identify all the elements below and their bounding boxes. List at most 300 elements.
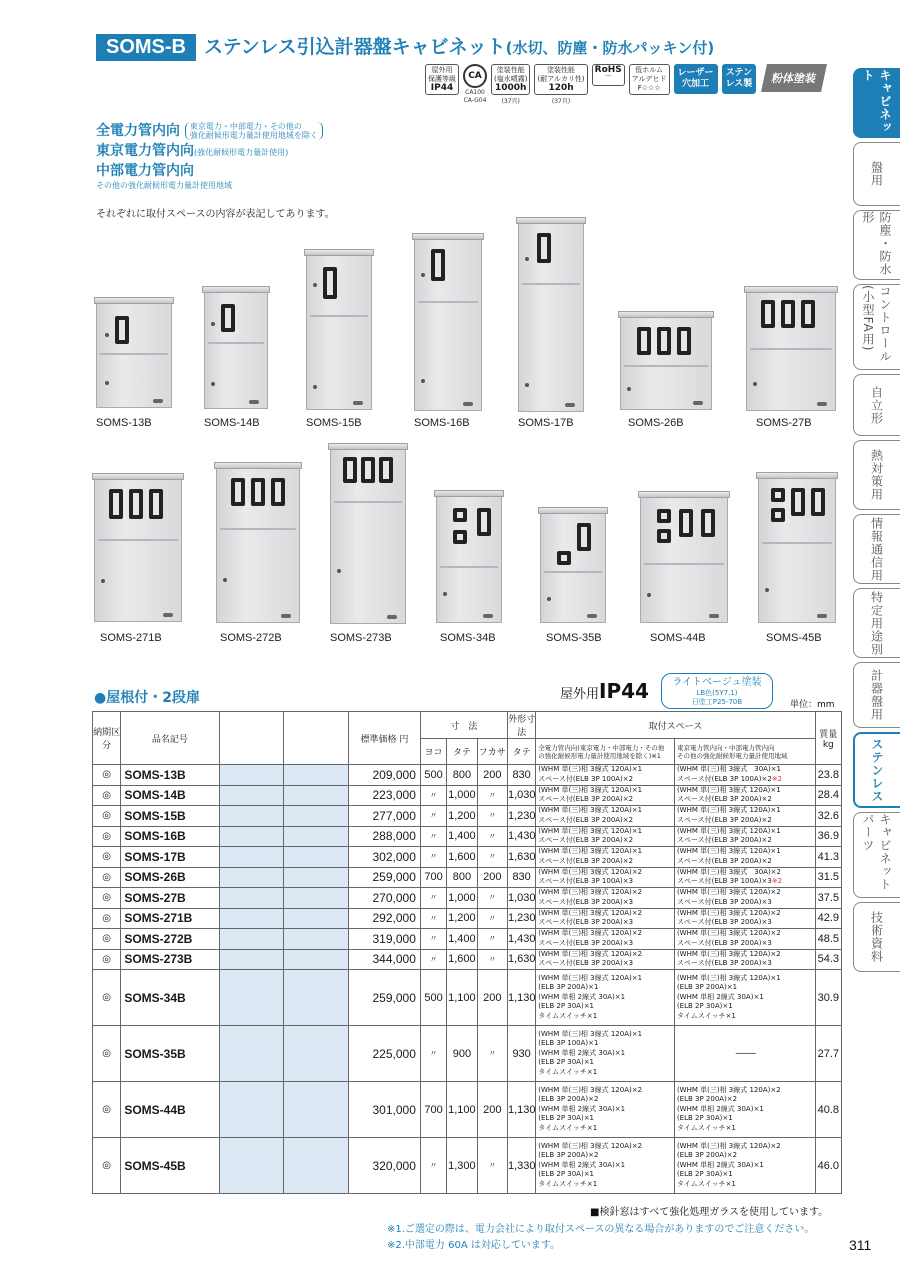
width-cell: 700 (420, 1082, 446, 1138)
space-line: スペース付(ELB 3P 100A)×3 (538, 877, 634, 886)
product-label: SOMS-45B (766, 632, 822, 644)
outer-height-cell: 830 (507, 867, 535, 888)
height-cell: 1,100 (447, 970, 477, 1026)
tab-cabinet-label: キャビネット (861, 69, 892, 134)
space-line: (WHM 単(三)相 3線式 120A)×1 (538, 973, 643, 982)
tab-parts-label: キャビネットパーツ (861, 813, 892, 891)
footnote-2: ※2.中部電力 60A は対応しています。 (387, 1240, 561, 1251)
outer-height-cell: 1,130 (507, 1082, 535, 1138)
spec-table (92, 711, 842, 1194)
delivery-mark: ◎ (93, 1026, 121, 1082)
mass-cell: 36.9 (815, 826, 841, 847)
product-label: SOMS-272B (220, 632, 282, 644)
price-cell: 288,000 (349, 826, 421, 847)
space-line: (WHM 単(三)相 3線式 120A)×1 (676, 973, 781, 982)
space-all-cell (536, 970, 675, 1026)
th-oh: タテ (507, 739, 535, 765)
space-line-wrap (677, 877, 815, 887)
space-line: スペース付(ELB 3P 200A)×3 (538, 897, 634, 906)
height-cell: 1,400 (447, 826, 477, 847)
product-code: SOMS-44B (121, 1082, 219, 1138)
th-blank-1 (219, 712, 284, 765)
tab-standing[interactable] (853, 374, 900, 436)
footnote-1: ※1.ご選定の際は、電力会社により取付スペースの異なる場合がありますのでご注意ください。 (387, 1224, 815, 1235)
product-code: SOMS-26B (121, 867, 219, 888)
page-title-sub: (水切、防塵・防水パッキン付) (505, 39, 715, 57)
formal-mid: アルデヒド (631, 75, 667, 83)
delivery-mark: ◎ (93, 908, 121, 929)
space-all-cell (536, 1026, 675, 1082)
space-line: スペース付(ELB 3P 200A)×3 (676, 959, 772, 968)
space-line: (ELB 2P 30A)×1 (676, 1002, 733, 1011)
blank-cell (219, 806, 284, 827)
blank-cell (284, 888, 349, 909)
space-line: (ELB 3P 200A)×1 (676, 983, 738, 992)
th-mass-label: 質量 (819, 729, 838, 740)
cert-laser: レーザー 穴加工 (674, 64, 718, 94)
space-tokyo-cell (674, 949, 815, 970)
space-line: スペース付(ELB 3P 200A)×2 (676, 795, 772, 804)
height-cell: 800 (447, 867, 477, 888)
space-tokyo-cell (674, 826, 815, 847)
table-row (93, 888, 842, 909)
space-all-cell (536, 1082, 675, 1138)
space-line: (WHM 単(三)相 3線式 120A)×1 (538, 765, 643, 774)
space-line: (WHM 単相 2線式 30A)×1 (676, 992, 764, 1001)
outer-height-cell: 1,230 (507, 806, 535, 827)
space-tokyo-cell (674, 908, 815, 929)
outer-height-cell: 1,630 (507, 847, 535, 868)
tab-panel-label: 盤用 (869, 161, 884, 187)
space-line: (WHM 単(三)相 3線式 30A)×1 (676, 765, 782, 774)
tab-thermal[interactable] (853, 440, 900, 510)
space-line: タイムスイッチ×1 (538, 1179, 598, 1188)
space-line: スペース付(ELB 3P 200A)×3 (538, 938, 634, 947)
space-line: (ELB 3P 200A)×2 (676, 1151, 738, 1160)
space-line: (WHM 単相 2線式 30A)×1 (538, 1104, 626, 1113)
outer-height-cell: 830 (507, 765, 535, 786)
footnote-ref: ※2 (771, 877, 783, 886)
space-tokyo-cell (674, 970, 815, 1026)
width-cell: 〃 (420, 806, 446, 827)
mass-cell: 32.6 (815, 806, 841, 827)
width-cell: 〃 (420, 908, 446, 929)
tab-panel[interactable] (853, 142, 900, 206)
ca-note-1: CA100 (465, 89, 485, 96)
price-cell: 259,000 (349, 970, 421, 1026)
product-image-soms-17b (518, 216, 584, 412)
space-tokyo-cell (674, 847, 815, 868)
space-line: スペース付(ELB 3P 100A)×3 (676, 877, 772, 886)
space-all-cell (536, 826, 675, 847)
product-label: SOMS-35B (546, 632, 602, 644)
mass-cell: 23.8 (815, 765, 841, 786)
delivery-mark: ◎ (93, 888, 121, 909)
space-tokyo-cell (674, 806, 815, 827)
page-title (204, 34, 714, 62)
rohs-label: RoHS (594, 65, 622, 75)
outer-height-cell: 1,430 (507, 826, 535, 847)
width-cell: 〃 (420, 1026, 446, 1082)
space-line: (WHM 単相 2線式 30A)×1 (538, 992, 626, 1001)
region-legend (96, 120, 366, 191)
mass-cell: 31.5 (815, 867, 841, 888)
product-label: SOMS-27B (756, 417, 812, 429)
space-line: (WHM 単(三)相 3線式 120A)×1 (538, 847, 643, 856)
cert-formaldehyde (629, 64, 670, 95)
product-code: SOMS-15B (121, 806, 219, 827)
blank-cell (284, 785, 349, 806)
width-cell: 700 (420, 867, 446, 888)
depth-cell: 〃 (477, 826, 507, 847)
space-line: (WHM 単(三)相 3線式 120A)×2 (676, 908, 781, 917)
blank-cell (284, 970, 349, 1026)
blank-cell (219, 867, 284, 888)
product-image-soms-34b (436, 489, 502, 623)
mass-cell: 48.5 (815, 929, 841, 950)
space-line: スペース付(ELB 3P 200A)×2 (538, 856, 634, 865)
height-cell: 1,400 (447, 929, 477, 950)
product-image-soms-44b (640, 490, 728, 623)
cert-outdoor-mid: 保護等級 (428, 75, 456, 83)
coat-badge: 粉体塗装 (761, 64, 827, 92)
blank-cell (219, 826, 284, 847)
blank-cell (219, 929, 284, 950)
legend-line1-note-a: 東京電力・中部電力・その他の (189, 122, 302, 131)
table-row (93, 806, 842, 827)
space-line: スペース付(ELB 3P 200A)×2 (676, 836, 772, 845)
legend-line3: 中部電力管内向 (96, 163, 194, 179)
blank-cell (284, 908, 349, 929)
space-line: スペース付(ELB 3P 200A)×3 (538, 918, 634, 927)
th-space-b2: その他の強化耐候形電力量計使用地域 (676, 751, 788, 760)
outer-height-cell: 1,130 (507, 970, 535, 1026)
legend-line2-note: (強化耐候形電力量計使用) (194, 148, 289, 157)
th-price-label: 標準価格 (360, 734, 397, 745)
depth-cell: 〃 (477, 806, 507, 827)
formal-top: 低ホルム (635, 66, 664, 74)
depth-cell: 〃 (477, 888, 507, 909)
height-cell: 1,000 (447, 785, 477, 806)
depth-cell: 〃 (477, 1026, 507, 1082)
space-tokyo-cell (674, 765, 815, 786)
ip-value: IP44 (599, 679, 649, 703)
space-line: (WHM 単相 2線式 30A)×1 (676, 1160, 764, 1169)
space-line: (WHM 単(三)相 3線式 120A)×2 (676, 888, 781, 897)
price-cell: 302,000 (349, 847, 421, 868)
space-line: タイムスイッチ×1 (538, 1067, 598, 1076)
space-line: (WHM 単(三)相 3線式 120A)×2 (538, 908, 643, 917)
paint1-val: 1000h (495, 83, 527, 93)
space-line: (WHM 単(三)相 3線式 120A)×1 (676, 826, 781, 835)
paint1-note: (37頁) (501, 98, 520, 105)
price-cell: 292,000 (349, 908, 421, 929)
delivery-mark: ◎ (93, 929, 121, 950)
blank-cell (284, 1082, 349, 1138)
product-image-soms-26b (620, 310, 712, 410)
space-line: (WHM 単相 2線式 30A)×1 (676, 1104, 764, 1113)
height-cell: 1,600 (447, 847, 477, 868)
delivery-mark: ◎ (93, 765, 121, 786)
tab-meter[interactable] (853, 662, 900, 728)
table-row (93, 908, 842, 929)
outer-height-cell: 1,430 (507, 929, 535, 950)
rohs-leaf-icon: ⌒ (604, 75, 612, 83)
height-cell: 1,100 (447, 1082, 477, 1138)
cert-row (425, 64, 824, 104)
product-label: SOMS-13B (96, 417, 152, 429)
tab-special[interactable] (853, 588, 900, 658)
height-cell: 1,200 (447, 806, 477, 827)
unit-label: 単位：mm (790, 700, 835, 710)
space-line: (WHM 単(三)相 3線式 120A)×2 (538, 1141, 643, 1150)
tab-stainless[interactable] (853, 732, 900, 808)
th-space: 取付スペース (536, 712, 815, 739)
legend-caption: それぞれに取付スペースの内容が表記してあります。 (96, 209, 335, 220)
mass-cell: 41.3 (815, 847, 841, 868)
tab-waterproof[interactable] (853, 210, 900, 280)
blank-cell (219, 888, 284, 909)
height-cell: 1,300 (447, 1138, 477, 1194)
height-cell: 900 (447, 1026, 477, 1082)
blank-cell (219, 785, 284, 806)
tab-standing-label: 自立形 (869, 385, 884, 425)
legend-line3-note: その他の強化耐候形電力量計使用地域 (96, 181, 232, 190)
product-image-soms-272b (216, 461, 300, 623)
delivery-mark: ◎ (93, 867, 121, 888)
space-all-cell (536, 888, 675, 909)
product-image-soms-13b (96, 296, 172, 408)
space-tokyo-cell (674, 888, 815, 909)
width-cell: 〃 (420, 826, 446, 847)
space-line: (WHM 単(三)相 3線式 120A)×1 (538, 785, 643, 794)
price-cell: 270,000 (349, 888, 421, 909)
th-mass-unit: kg (822, 739, 834, 750)
space-line: スペース付(ELB 3P 200A)×2 (538, 795, 634, 804)
th-price-unit: 円 (399, 734, 409, 745)
ip-label (560, 679, 649, 703)
cert-outdoor-ip: IP44 (430, 83, 454, 93)
space-all-cell (536, 867, 675, 888)
mass-cell: 46.0 (815, 1138, 841, 1194)
outer-height-cell: 1,330 (507, 1138, 535, 1194)
space-line: スペース付(ELB 3P 100A)×2 (538, 774, 634, 783)
space-line: (WHM 単(三)相 3線式 30A)×2 (676, 867, 782, 876)
product-code: SOMS-14B (121, 785, 219, 806)
th-w: ヨコ (420, 739, 446, 765)
space-line: (ELB 2P 30A)×1 (538, 1170, 595, 1179)
th-price (349, 712, 421, 765)
space-line: スペース付(ELB 3P 200A)×2 (676, 815, 772, 824)
product-image-soms-45b (758, 471, 836, 623)
price-cell: 301,000 (349, 1082, 421, 1138)
width-cell: 〃 (420, 785, 446, 806)
space-line: スペース付(ELB 3P 200A)×3 (676, 938, 772, 947)
product-code: SOMS-34B (121, 970, 219, 1026)
tab-technical[interactable] (853, 902, 900, 972)
cert-paint-salt (491, 64, 530, 105)
width-cell: 〃 (420, 949, 446, 970)
product-image-soms-35b (540, 506, 606, 623)
product-code: SOMS-271B (121, 908, 219, 929)
blank-cell (219, 949, 284, 970)
space-line: (ELB 2P 30A)×1 (676, 1170, 733, 1179)
tab-meter-label: 計器盤用 (869, 669, 884, 721)
product-label: SOMS-16B (414, 417, 470, 429)
paint2-mid: (耐アルカリ性) (537, 75, 585, 83)
th-d: フカサ (477, 739, 507, 765)
delivery-mark: ◎ (93, 970, 121, 1026)
cert-stainless: ステン レス製 (722, 64, 757, 94)
series-badge: SOMS-B (96, 34, 196, 61)
tab-cabinet[interactable] (853, 68, 900, 138)
paint2-top: 塗装性能 (547, 66, 576, 74)
product-image-soms-14b (204, 285, 268, 409)
space-line: (WHM 単(三)相 3線式 120A)×2 (538, 888, 643, 897)
depth-cell: 〃 (477, 929, 507, 950)
th-mass (815, 712, 841, 765)
product-image-soms-273b (330, 442, 406, 624)
blank-cell (219, 847, 284, 868)
tab-control[interactable] (853, 284, 900, 370)
space-line: スペース付(ELB 3P 200A)×2 (676, 856, 772, 865)
paint1-top: 塗装性能 (496, 66, 525, 74)
depth-cell: 〃 (477, 908, 507, 929)
section-title: ●屋根付・2段扉 (94, 690, 200, 706)
space-line: (ELB 3P 100A)×1 (538, 1039, 599, 1048)
space-line: (ELB 2P 30A)×1 (676, 1114, 733, 1123)
product-code: SOMS-27B (121, 888, 219, 909)
space-line: (ELB 2P 30A)×1 (538, 1114, 595, 1123)
width-cell: 〃 (420, 929, 446, 950)
space-all-cell (536, 908, 675, 929)
product-label: SOMS-44B (650, 632, 706, 644)
th-space-tokyo (674, 739, 815, 765)
space-line: (ELB 2P 30A)×1 (538, 1058, 595, 1067)
glass-note: ■検針窓はすべて強化処理ガラスを使用しています。 (590, 1207, 829, 1218)
table-row (93, 765, 842, 786)
th-blank-2 (284, 712, 349, 765)
depth-cell: 200 (477, 765, 507, 786)
tab-special-label: 特定用途別 (869, 590, 884, 656)
outer-height-cell: 1,030 (507, 888, 535, 909)
depth-cell: 〃 (477, 1138, 507, 1194)
price-cell: 277,000 (349, 806, 421, 827)
product-code: SOMS-13B (121, 765, 219, 786)
width-cell: 〃 (420, 1138, 446, 1194)
blank-cell (284, 949, 349, 970)
blank-cell (219, 1082, 284, 1138)
delivery-mark: ◎ (93, 806, 121, 827)
product-code: SOMS-45B (121, 1138, 219, 1194)
width-cell: 〃 (420, 888, 446, 909)
mass-cell: 40.8 (815, 1082, 841, 1138)
mass-cell: 37.5 (815, 888, 841, 909)
tab-communication[interactable] (853, 514, 900, 584)
product-label: SOMS-34B (440, 632, 496, 644)
width-cell: 500 (420, 765, 446, 786)
depth-cell: 〃 (477, 949, 507, 970)
cert-ca (463, 64, 487, 104)
cert-outdoor-top: 屋外用 (431, 66, 453, 74)
space-line: スペース付(ELB 3P 200A)×3 (538, 959, 634, 968)
ip-prefix: 屋外用 (560, 687, 600, 702)
space-line: (WHM 単相 2線式 30A)×1 (538, 1048, 626, 1057)
product-label: SOMS-15B (306, 417, 362, 429)
product-code: SOMS-273B (121, 949, 219, 970)
space-line: タイムスイッチ×1 (676, 1179, 736, 1188)
th-dim: 寸 法 (420, 712, 507, 739)
paint2-val: 120h (548, 83, 574, 93)
blank-cell (284, 1026, 349, 1082)
space-all-cell (536, 847, 675, 868)
tab-waterproof-label: 防塵・防水形 (861, 211, 892, 276)
space-line: (ELB 3P 200A)×2 (538, 1151, 599, 1160)
tab-control-label: コントロール(小型FA用) (861, 285, 892, 363)
height-cell: 800 (447, 765, 477, 786)
table-row (93, 929, 842, 950)
blank-cell (284, 867, 349, 888)
mass-cell: 54.3 (815, 949, 841, 970)
blank-cell (284, 765, 349, 786)
depth-cell: 〃 (477, 785, 507, 806)
page-number: 311 (849, 1237, 872, 1253)
space-line: (WHM 単(三)相 3線式 120A)×2 (538, 929, 643, 938)
space-tokyo-cell (674, 1082, 815, 1138)
page-title-main: ステンレス引込計器盤キャビネット (204, 36, 506, 58)
space-line: スペース付(ELB 3P 200A)×2 (538, 815, 634, 824)
space-line: (WHM 単相 2線式 30A)×1 (538, 1160, 626, 1169)
space-line: ―― (735, 1047, 756, 1059)
color-spec-box (661, 673, 773, 709)
blank-cell (219, 765, 284, 786)
tab-communication-label: 情報通信用 (869, 516, 884, 582)
mass-cell: 42.9 (815, 908, 841, 929)
delivery-mark: ◎ (93, 785, 121, 806)
price-cell: 225,000 (349, 1026, 421, 1082)
height-cell: 1,600 (447, 949, 477, 970)
price-cell: 259,000 (349, 867, 421, 888)
space-line: スペース付(ELB 3P 100A)×2 (676, 774, 772, 783)
space-line: (ELB 3P 200A)×2 (676, 1095, 738, 1104)
table-row (93, 867, 842, 888)
th-outer: 外形寸法 (507, 712, 535, 739)
color-spec-sub1: LB色(5Y7.1) (696, 689, 738, 697)
product-label: SOMS-14B (204, 417, 260, 429)
th-space-all (536, 739, 675, 765)
cert-paint-alkali (534, 64, 587, 105)
delivery-mark: ◎ (93, 1138, 121, 1194)
width-cell: 〃 (420, 847, 446, 868)
tab-parts[interactable] (853, 812, 900, 898)
mass-cell: 27.7 (815, 1026, 841, 1082)
space-line: (WHM 単(三)相 3線式 120A)×1 (538, 1029, 643, 1038)
cert-rohs (592, 64, 625, 86)
legend-line1-note-b: 強化耐候形電力量計使用地域を除く (189, 131, 318, 140)
space-line: タイムスイッチ×1 (676, 1123, 736, 1132)
mass-cell: 28.4 (815, 785, 841, 806)
product-label: SOMS-26B (628, 417, 684, 429)
space-line: タイムスイッチ×1 (538, 1011, 598, 1020)
th-space-a1: 全電力管内向(東京電力・中部電力・その他 (538, 743, 665, 752)
product-label: SOMS-17B (518, 417, 574, 429)
table-row (93, 1138, 842, 1194)
table-row (93, 785, 842, 806)
delivery-mark: ◎ (93, 1082, 121, 1138)
blank-cell (284, 1138, 349, 1194)
table-row (93, 847, 842, 868)
tab-thermal-label: 熱対策用 (869, 449, 884, 501)
